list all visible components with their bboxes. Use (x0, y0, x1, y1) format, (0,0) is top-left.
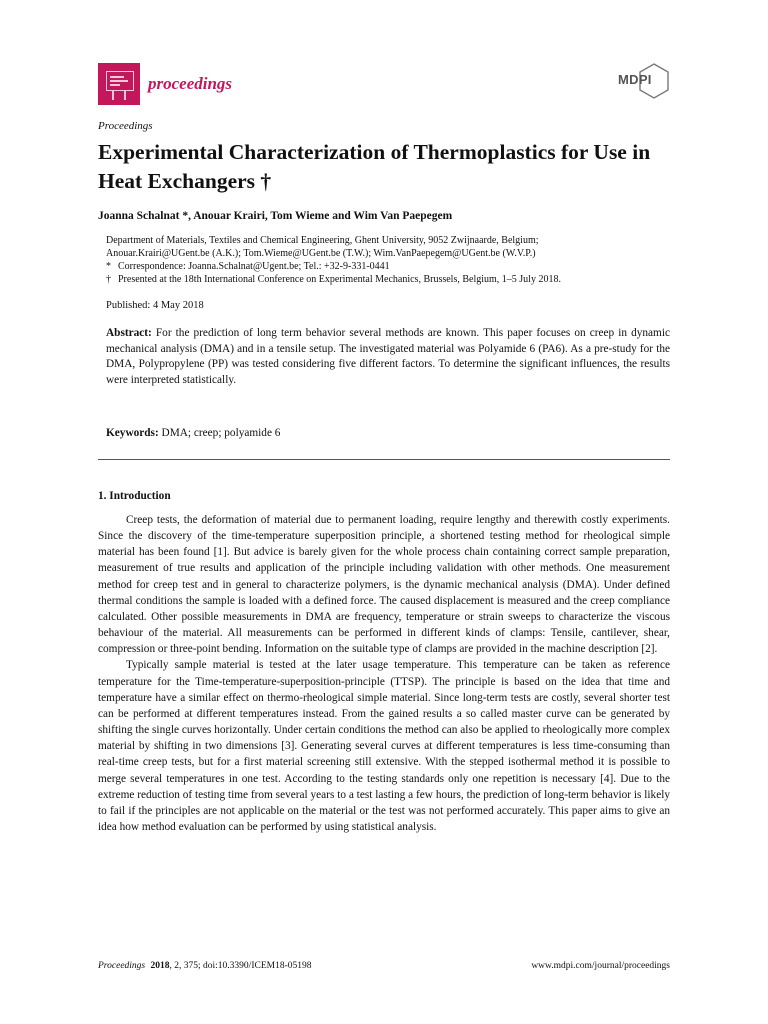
abstract (106, 326, 670, 388)
publisher-name: MDPI (618, 72, 652, 87)
author-list: Joanna Schalnat *, Anouar Krairi, Tom Wieme and Wim Van Paepegem (98, 210, 453, 222)
publisher-logo (612, 62, 670, 100)
keywords-text: DMA; creep; polyamide 6 (161, 427, 281, 439)
affiliations (106, 234, 676, 286)
correspondence (106, 260, 676, 273)
affiliation-emails: Anouar.Krairi@UGent.be (A.K.); Tom.Wieme@UGent.be (T.W.); Wim.VanPaepegem@UGent.be (W.V.P.) (106, 248, 536, 259)
presented-note (106, 273, 676, 286)
body-text (98, 512, 670, 835)
abstract-text: For the prediction of long term behavior several methods are known. This paper focuses on creep in dynamic mechanical analysis (DMA) and in a tensile setup. The investigated material was Polyamide 6 (PA6). As a pre-study for the DMA, Polypropylene (PP) was tested considering five different factors. To determine the significant influences, the results were interpreted statistically. (106, 327, 670, 386)
published-date: Published: 4 May 2018 (106, 300, 204, 311)
keywords-label: Keywords: (106, 427, 159, 439)
journal-label: Proceedings (98, 120, 153, 132)
logo-text: proceedings (148, 74, 233, 93)
footer-journal: Proceedings (98, 961, 146, 971)
paragraph: Typically sample material is tested at the later usage temperature. This temperature can be taken as reference temperature for the Time-temperature-superposition-principle (TTSP). The principle is based on the idea that time and temperature have a similar effect on thermo-rheological simple material. Since long-term tests are costly, several shorter test can be performed at different temperatures instead. From the gained results a so called master curve can be generated by shifting the single curves horizontally. Under certain conditions the method can also be applied to rheologically more complex material by shifting in two dimensions [3]. Generating several curves at different temperatures is less time-consuming than real-time creep tests, but for a first material screening still extensive. With the stepped isothermal method it is possible to merge several temperatures in one test. According to the testing standards only one repetition is necessary [4]. Due to the extreme reduction of testing time from several years to a test lasting a few hours, the prediction of long-term behavior is likely to fail if the principles are not applicable on the material or the test was not performed accurately. This paper aims to give an idea how method evaluation can be performed by using statistical analysis. (98, 659, 670, 833)
presented-text: Presented at the 18th International Conference on Experimental Mechanics, Brussels, Belgium, 1–5 July 2018. (118, 274, 561, 285)
journal-logo (98, 63, 232, 105)
correspondence-mark: * (106, 261, 111, 272)
section-heading: 1. Introduction (98, 490, 171, 502)
abstract-label: Abstract: (106, 327, 152, 339)
paragraph: Creep tests, the deformation of material due to permanent loading, require lengthy and therewith costly experiments. Since the discovery of the time-temperature superposition principle, a shortened testing method for rheological simple material has been found [1]. But advice is barely given for the whole process chain containing correct sample preparation, measurement of true results and application of the principle including validation with other methods. One measurement method for creep test and in general to characterize polymers, is the dynamic mechanical analysis (DMA). Under defined thermal conditions the sample is loaded with a defined force. The caused displacement is measured and the creep compliance calculated. Other possible measurements in DMA are frequency, temperature or strain sweeps to characterize the viscous behaviour of the material. All measurements can be performed in different kinds of clamps: Tensile, cantilever, shear, compression or three-point bending. Information on the suitable type of clamps are provided in the machine description [2]. (98, 514, 670, 656)
keywords (106, 427, 280, 439)
footer-year: 2018 (150, 961, 170, 971)
article-title: Experimental Characterization of Thermoplastics for Use in Heat Exchangers † (98, 140, 651, 193)
footer-doi: , 2, 375; doi:10.3390/ICEM18-05198 (169, 961, 312, 971)
divider (98, 459, 670, 460)
correspondence-text: Correspondence: Joanna.Schalnat@Ugent.be; Tel.: +32-9-331-0441 (118, 261, 390, 272)
footer-url[interactable]: www.mdpi.com/journal/proceedings (531, 961, 670, 971)
affiliation-line: Department of Materials, Textiles and Chemical Engineering, Ghent University, 9052 Zwijnaarde, Belgium; (106, 235, 539, 246)
presentation-board-icon (98, 63, 140, 105)
footer-citation (98, 961, 312, 971)
presented-mark: † (106, 274, 111, 285)
